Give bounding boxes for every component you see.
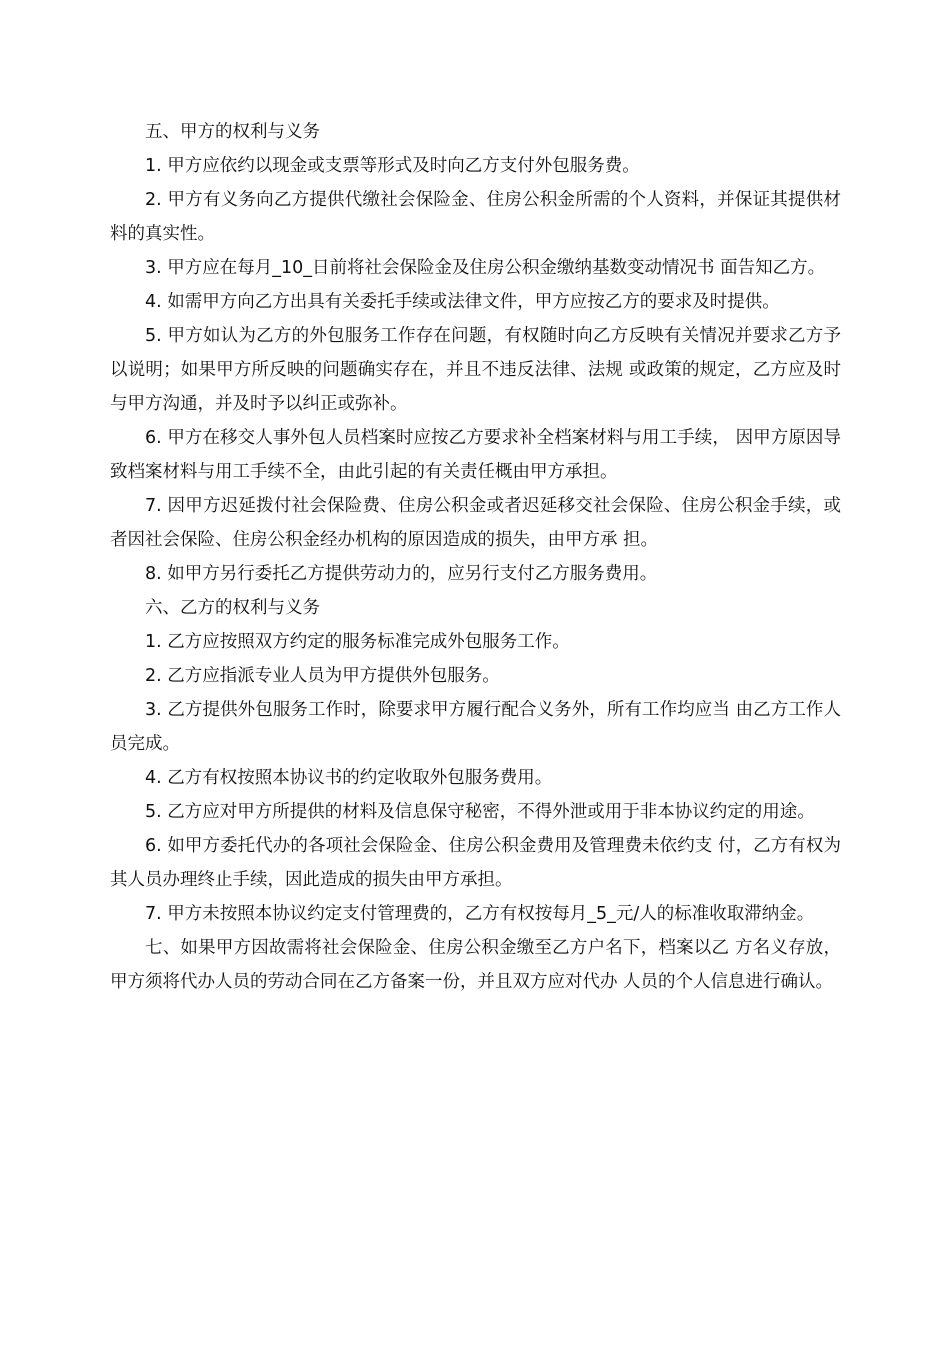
clause: 2. 甲方有义务向乙方提供代缴社会保险金、住房公积金所需的个人资料，并保证其提供材料的真实性。 [110, 190, 841, 244]
clause: 3. 甲方应在每月_10_日前将社会保险金及住房公积金缴纳基数变动情况书 面告知乙方。 [145, 258, 826, 278]
clause: 1. 甲方应依约以现金或支票等形式及时向乙方支付外包服务费。 [145, 156, 640, 176]
clause: 5. 乙方应对甲方所提供的材料及信息保守秘密，不得外泄或用于非本协议约定的用途。 [145, 802, 815, 822]
clause: 6. 甲方在移交人事外包人员档案时应按乙方要求补全档案材料与用工手续， 因甲方原因导致档案材料与用工手续不全，由此引起的有关责任概由甲方承担。 [110, 428, 841, 482]
clause: 5. 甲方如认为乙方的外包服务工作存在问题，有权随时向乙方反映有关情况并要求乙方予以说明；如果甲方所反映的问题确实存在，并且不违反法律、法规 或政策的规定，乙方应及时与甲方沟通，并及时予以纠正或弥补。 [110, 326, 841, 414]
clause: 4. 乙方有权按照本协议书的约定收取外包服务费用。 [145, 768, 553, 788]
closing-clause: 七、如果甲方因故需将社会保险金、住房公积金缴至乙方户名下，档案以乙 方名义存放，甲方须将代办人员的劳动合同在乙方备案一份，并且双方应对代办 人员的个人信息进行确认。 [110, 938, 841, 992]
clause: 4. 如需甲方向乙方出具有关委托手续或法律文件，甲方应按乙方的要求及时提供。 [145, 292, 780, 312]
document-page [110, 115, 841, 999]
clause: 6. 如甲方委托代办的各项社会保险金、住房公积金费用及管理费未依约支 付，乙方有权为其人员办理终止手续，因此造成的损失由甲方承担。 [110, 836, 841, 890]
clause: 1. 乙方应按照双方约定的服务标准完成外包服务工作。 [145, 632, 570, 652]
clause: 2. 乙方应指派专业人员为甲方提供外包服务。 [145, 666, 500, 686]
section-heading: 五、甲方的权利与义务 [145, 122, 320, 142]
clause: 3. 乙方提供外包服务工作时，除要求甲方履行配合义务外，所有工作均应当 由乙方工作人员完成。 [110, 700, 841, 754]
clause: 7. 因甲方迟延拨付社会保险费、住房公积金或者迟延移交社会保险、住房公积金手续，或者因社会保险、住房公积金经办机构的原因造成的损失，由甲方承 担。 [110, 496, 841, 550]
clause: 8. 如甲方另行委托乙方提供劳动力的，应另行支付乙方服务费用。 [145, 564, 658, 584]
clause: 7. 甲方未按照本协议约定支付管理费的，乙方有权按每月_5_元/人的标准收取滞纳金。 [145, 904, 815, 924]
section-heading: 六、乙方的权利与义务 [145, 598, 320, 618]
